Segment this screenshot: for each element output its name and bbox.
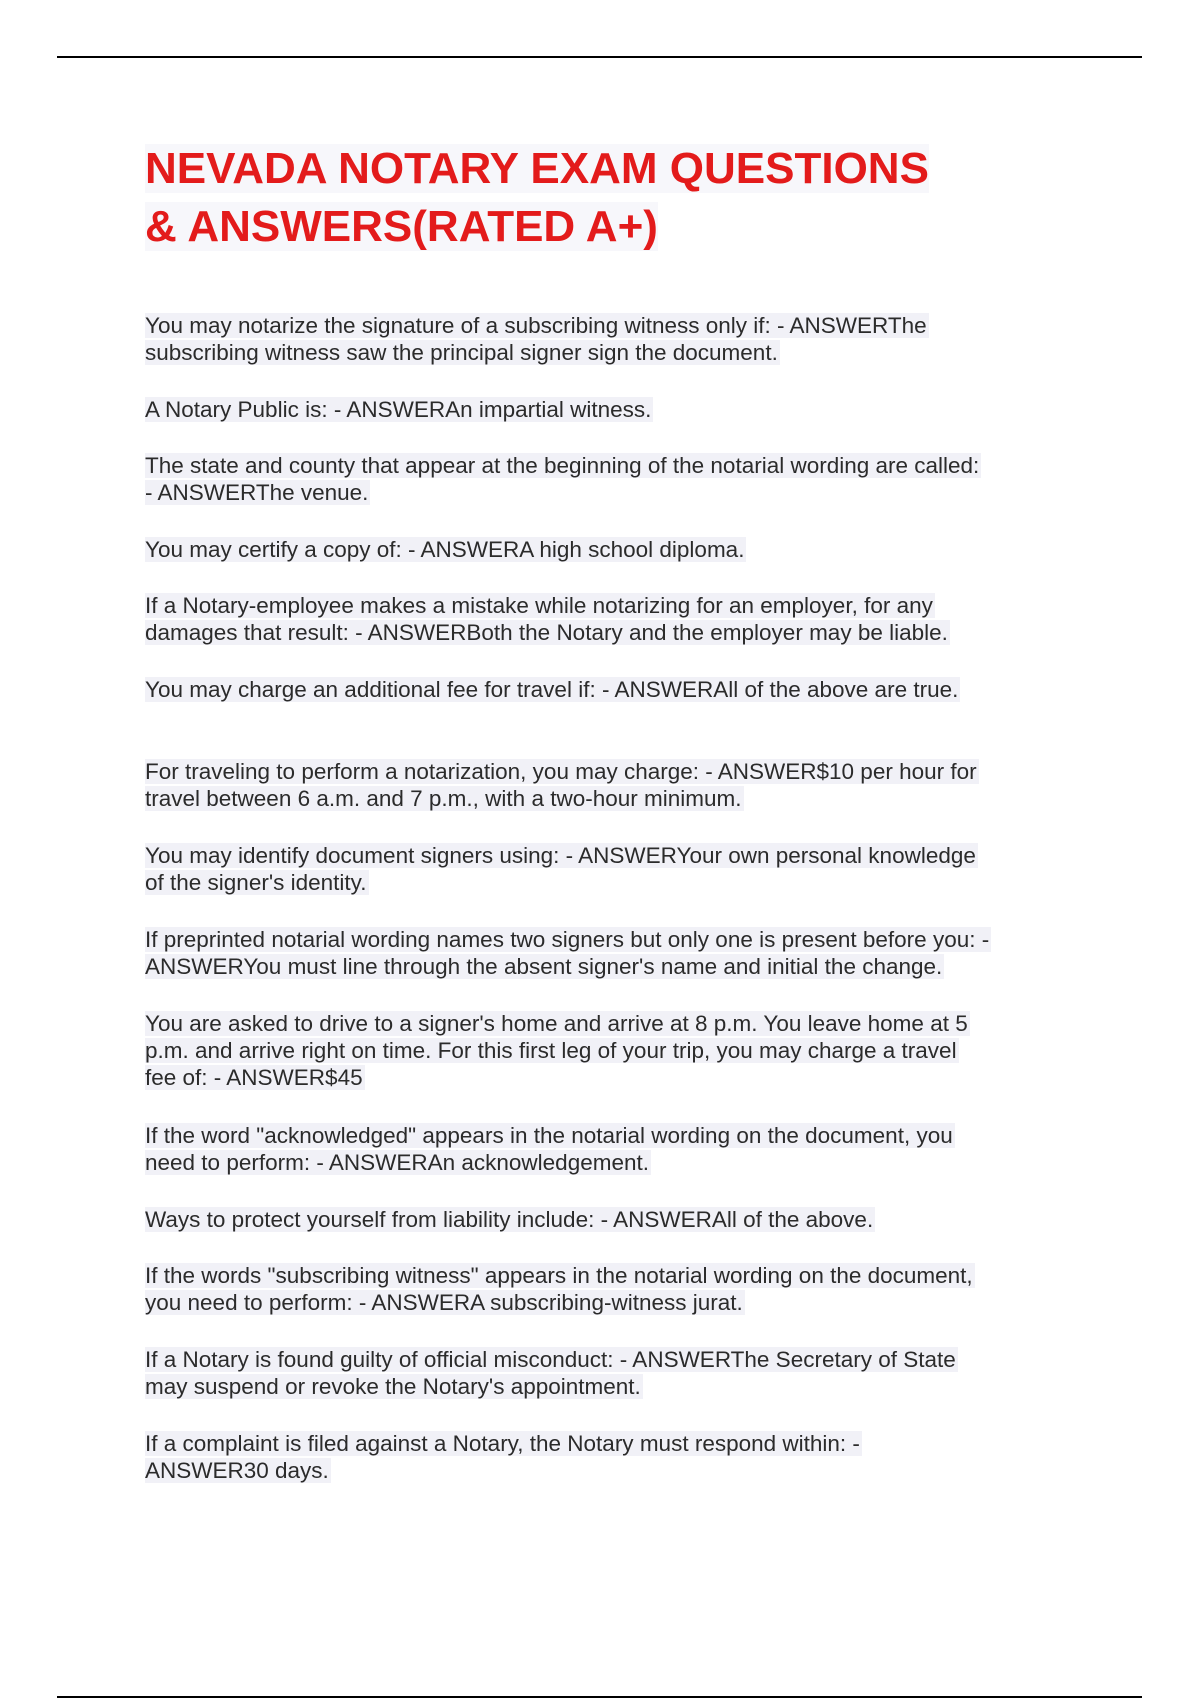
- qa-item: If a complaint is filed against a Notary, the Notary must respond within: - ANSWER30 days.: [145, 1431, 860, 1483]
- qa-item: If a Notary-employee makes a mistake while notarizing for an employer, for any damages that result: - ANSWERBoth the Notary and the employer may be liable.: [145, 593, 948, 645]
- qa-item: If the words "subscribing witness" appears in the notarial wording on the document, you need to perform: - ANSWERA subscribing-witness jurat.: [145, 1263, 973, 1315]
- qa-item: If preprinted notarial wording names two signers but only one is present before you: - ANSWERYou must line through the absent signer's name and initial the change.: [145, 927, 990, 979]
- top-rule: [57, 56, 1142, 58]
- qa-item: You may identify document signers using: - ANSWERYour own personal knowledge of the signer's identity.: [145, 843, 976, 895]
- qa-item: A Notary Public is: - ANSWERAn impartial witness.: [145, 397, 652, 422]
- qa-item: For traveling to perform a notarization, you may charge: - ANSWER$10 per hour for travel between 6 a.m. and 7 p.m., with a two-hour minimum.: [145, 759, 977, 811]
- title-line: NEVADA NOTARY EXAM QUESTIONS: [145, 144, 929, 193]
- qa-item: You are asked to drive to a signer's home and arrive at 8 p.m. You leave home at 5 p.m. and arrive right on time. For this first leg of your trip, you may charge a travel fee of: - ANSWER$45: [145, 1011, 968, 1090]
- qa-item: You may notarize the signature of a subscribing witness only if: - ANSWERThe subscribing witness saw the principal signer sign the document.: [145, 313, 927, 365]
- qa-item: The state and county that appear at the beginning of the notarial wording are called: - ANSWERThe venue.: [145, 453, 980, 505]
- qa-item: You may certify a copy of: - ANSWERA high school diploma.: [145, 537, 745, 562]
- bottom-rule: [57, 1696, 1142, 1698]
- document-title: [145, 140, 1025, 256]
- qa-item: You may charge an additional fee for travel if: - ANSWERAll of the above are true.: [145, 677, 959, 702]
- title-line: & ANSWERS(RATED A+): [145, 202, 658, 251]
- qa-item: If a Notary is found guilty of official misconduct: - ANSWERThe Secretary of State may suspend or revoke the Notary's appointment.: [145, 1347, 956, 1399]
- qa-item: Ways to protect yourself from liability include: - ANSWERAll of the above.: [145, 1207, 874, 1232]
- qa-item: If the word "acknowledged" appears in the notarial wording on the document, you need to perform: - ANSWERAn acknowledgement.: [145, 1123, 953, 1175]
